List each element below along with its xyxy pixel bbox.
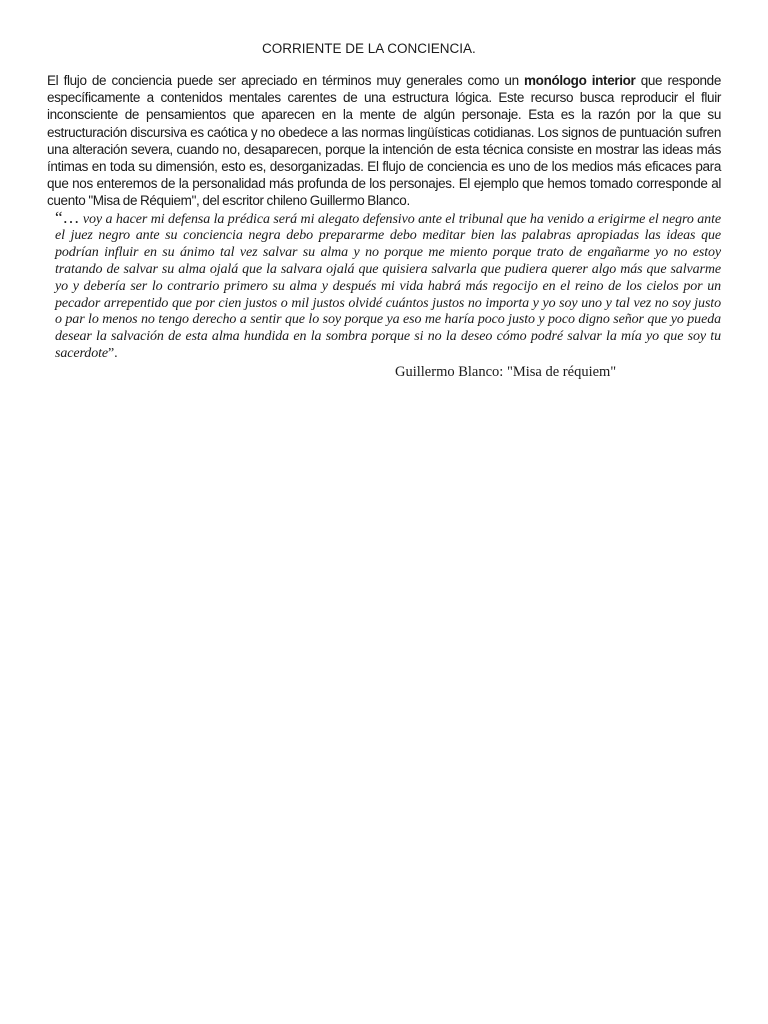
document-title: CORRIENTE DE LA CONCIENCIA. <box>262 41 476 56</box>
quote-text: voy a hacer mi defensa la prédica será mi alegato defensivo ante el tribunal que ha venido a erigirme el negro ante el juez negro ante su conciencia negra debo prepararme debo meditar bien las palabras apropiadas las ideas que podrían influir en su ánimo tal vez salvar su alma y no porque me miento porque trato de engañarme yo no estoy tratando de salvar su alma ojalá que la salvara ojalá que quisiera salvarla que pudiera querer algo más que salvarme yo y debería ser lo contrario primero su alma y después mi vida habrá más regocijo en el reino de los cielos por un pecador arrepentido que por cien justos o mil justos olvidé cuántos justos no importa y yo soy uno y tal vez no soy justo o par lo menos no tengo derecho a sentir que lo soy porque ya eso me haría poco justo y poco digno señor que yo pueda desear la salvación de esta alma hundida en la sombra porque si no la deseo cómo podré salvar la mía yo que soy tu sacerdote <box>55 211 721 361</box>
paragraph-text-start: El flujo de conciencia puede ser apreciado en términos muy generales como un <box>47 73 525 88</box>
open-quote-mark: “… <box>55 207 80 227</box>
quote-block <box>47 207 721 363</box>
bold-term: monólogo interior <box>524 73 636 88</box>
close-quote-mark: ”. <box>108 346 118 361</box>
paragraph-text-end: que responde específicamente a contenidos mentales carentes de una estructura lógica. Este recurso busca reproducir el fluir inconsciente de pensamientos que aparecen en la mente de algún personaje. Esta es la razón por la que su estructuración discursiva es caótica y no obedece a las normas lingüísticas cotidianas. Los signos de puntuación sufren una alteración severa, cuando no, desaparecen, porque la intención de esta técnica consiste en mostrar las ideas más íntimas en toda su dimensión, esto es, desorganizadas. El flujo de conciencia es uno de los medios más eficaces para que nos enteremos de la personalidad más profunda de los personajes. El ejemplo que hemos tomado corresponde al cuento "Misa de Réquiem", del escritor chileno Guillermo Blanco. <box>47 73 721 209</box>
quote-attribution: Guillermo Blanco: "Misa de réquiem" <box>395 363 617 380</box>
intro-paragraph <box>47 72 721 210</box>
